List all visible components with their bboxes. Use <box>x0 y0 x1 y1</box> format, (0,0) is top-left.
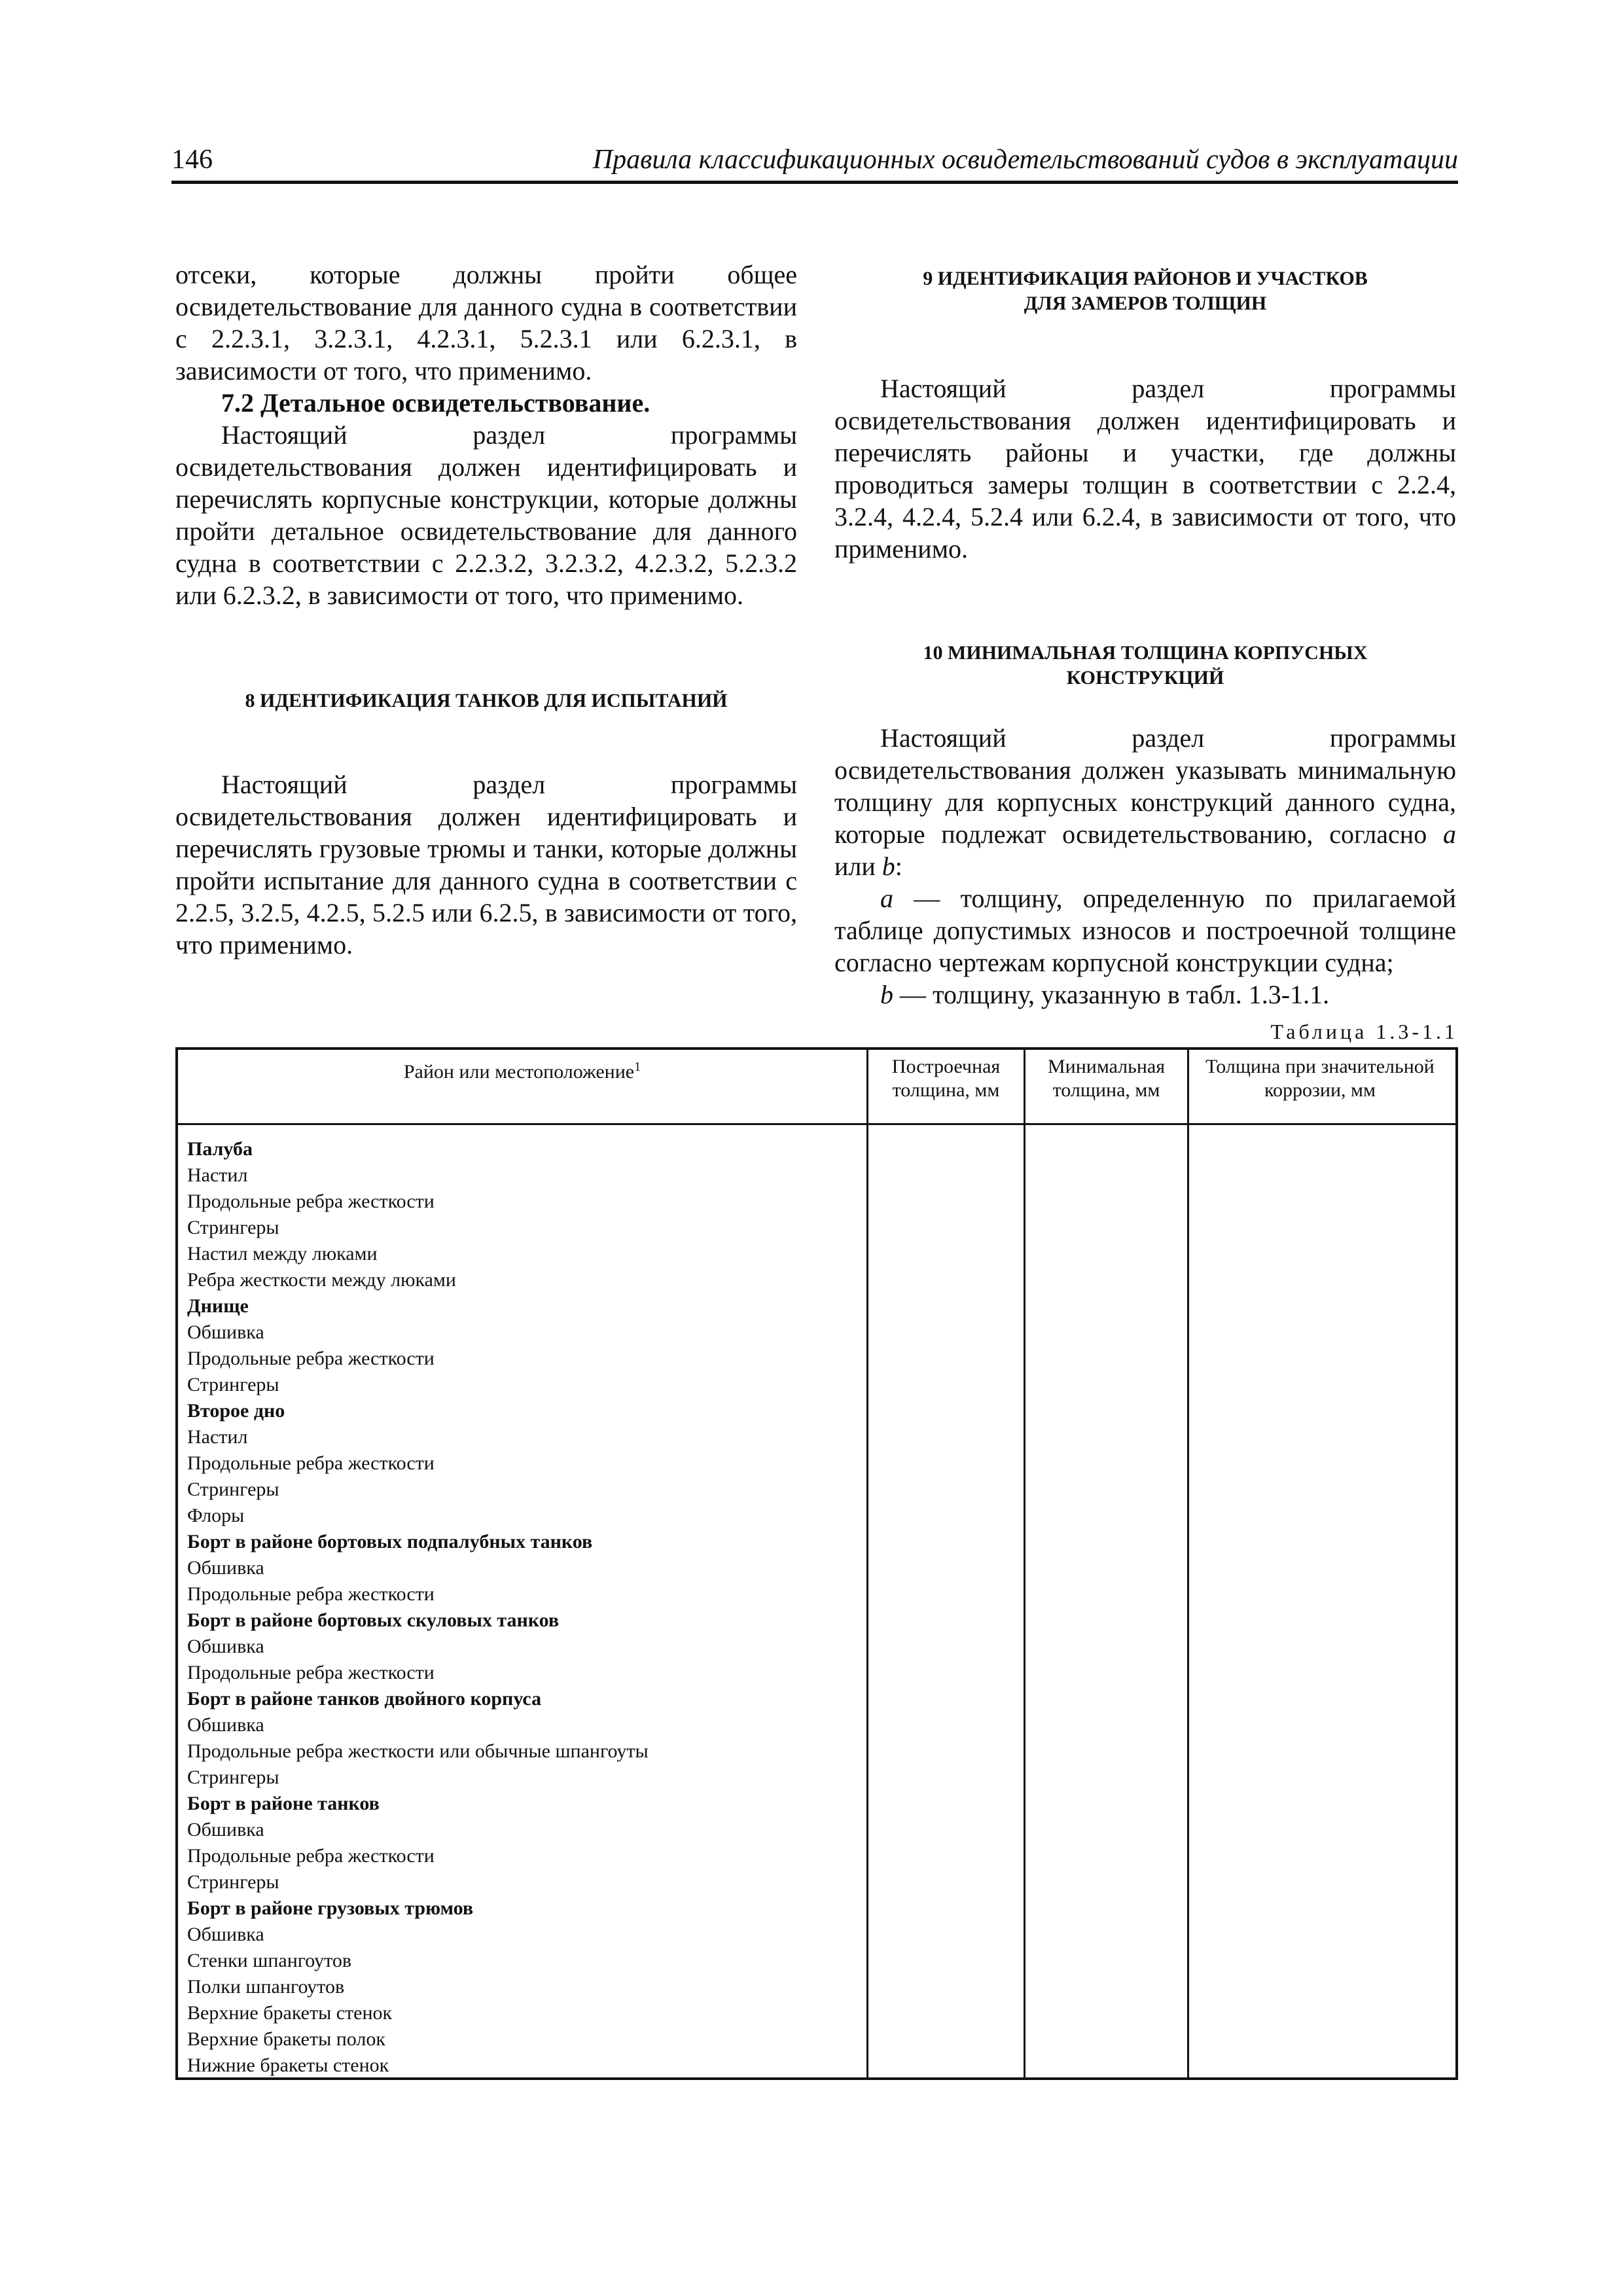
paragraph: Настоящий раздел программы освидетельствования должен указывать минимальную толщину для корпусных конструкций данного судна, которые подлежат освидетельствованию, согласно a или b: <box>834 723 1457 881</box>
table-row: Ребра жесткости между люками <box>187 1269 456 1291</box>
heading-line: 9 ИДЕНТИФИКАЦИЯ РАЙОНОВ И УЧАСТКОВ <box>923 268 1368 289</box>
table-row: Стрингеры <box>187 1871 279 1893</box>
table-row: Стрингеры <box>187 1479 279 1500</box>
table-row: Настил <box>187 1164 248 1186</box>
thickness-table <box>175 1047 1458 2080</box>
table-row: Продольные ребра жесткости <box>187 1583 435 1605</box>
table-row: Обшивка <box>187 1557 264 1579</box>
page-number: 146 <box>171 145 213 175</box>
list-item-a: a — толщину, определенную по прилагаемой таблице допустимых износов и построечной толщине согласно чертежам корпусной конструкции судна; <box>834 884 1457 977</box>
table-row: Настил между люками <box>187 1243 378 1265</box>
header-cell-original-thickness: Построечная толщина, мм <box>891 1056 1001 1101</box>
table-row: Флоры <box>187 1505 245 1526</box>
table-group-row: Борт в районе бортовых скуловых танков <box>187 1609 560 1631</box>
header-cell-location: Район или местоположение$^1$ <box>403 1060 641 1083</box>
paragraph: Настоящий раздел программы освидетельствования должен идентифицировать и перечислять грузовые трюмы и танки, которые должны пройти испытание для данного судна в соответствии с 2.2.5, 3.2.5, 4.2.5, 5.2.5 или 6.2.5, в зависимости от того, что применимо. <box>175 770 797 960</box>
subsection-heading: 7.2 Детальное освидетельствование. <box>221 388 651 418</box>
table-row: Продольные ребра жесткости <box>187 1662 435 1683</box>
table-group-row: Второе дно <box>187 1400 285 1422</box>
table-group-row: Днище <box>187 1295 249 1317</box>
table-row: Стрингеры <box>187 1217 279 1238</box>
table-header-row <box>178 1050 1455 1125</box>
table-row: Настил <box>187 1426 248 1448</box>
paragraph: Настоящий раздел программы освидетельствования должен идентифицировать и перечислять корпусные конструкции, которые должны пройти детальное освидетельствование для данного судна в соответствии с 2.2.3.2, 3.2.3.2, 4.2.3.2, 5.2.3.2 или 6.2.3.2, в зависимости от того, что применимо. <box>175 420 797 610</box>
paragraph: отсеки, которые должны пройти общее освидетельствование для данного судна в соответствии с 2.2.3.1, 3.2.3.1, 4.2.3.1, 5.2.3.1 или 6.2.3.1, в зависимости от того, что применимо. <box>175 260 797 386</box>
section-heading-10 <box>834 641 1456 691</box>
running-title: Правила классификационных освидетельствований судов в эксплуатации <box>592 145 1458 175</box>
table-group-row: Борт в районе танков <box>187 1793 380 1814</box>
column-divider <box>1024 1050 1026 2077</box>
table-row: Продольные ребра жесткости <box>187 1845 435 1867</box>
table-group-row: Палуба <box>187 1138 253 1160</box>
table-group-row: Борт в районе бортовых подпалубных танков <box>187 1531 593 1552</box>
column-divider <box>866 1050 868 2077</box>
left-column <box>175 259 797 961</box>
page-header <box>171 144 1458 184</box>
table-body <box>187 1136 649 2079</box>
table-row: Обшивка <box>187 1924 264 1945</box>
table-row: Верхние бракеты стенок <box>187 2002 393 2024</box>
table-row: Обшивка <box>187 1714 264 1736</box>
paragraph: Настоящий раздел программы освидетельствования должен идентифицировать и перечислять районы и участки, где должны проводиться замеры толщин в соответствии с 2.2.4, 3.2.4, 4.2.4, 5.2.4 или 6.2.4, в зависимости от того, что применимо. <box>834 374 1456 564</box>
right-column <box>834 259 1456 1011</box>
table-row: Продольные ребра жесткости или обычные шпангоуты <box>187 1740 649 1762</box>
column-divider <box>1187 1050 1189 2077</box>
section-heading-9 <box>834 266 1456 316</box>
heading-line: 10 МИНИМАЛЬНАЯ ТОЛЩИНА КОРПУСНЫХ <box>923 642 1368 664</box>
header-cell-minimum-thickness: Минимальная толщина, мм <box>1047 1056 1166 1101</box>
table-row: Стрингеры <box>187 1767 279 1788</box>
list-item-b: b — толщину, указанную в табл. 1.3-1.1. <box>880 980 1330 1009</box>
heading-line: ДЛЯ ЗАМЕРОВ ТОЛЩИН <box>1024 293 1267 314</box>
section-heading-8: 8 ИДЕНТИФИКАЦИЯ ТАНКОВ ДЛЯ ИСПЫТАНИЙ <box>245 690 728 711</box>
table-group-row: Борт в районе танков двойного корпуса <box>187 1688 542 1710</box>
table-row: Обшивка <box>187 1636 264 1657</box>
table-row: Полки шпангоутов <box>187 1976 345 1998</box>
table-row: Продольные ребра жесткости <box>187 1452 435 1474</box>
table-row: Обшивка <box>187 1819 264 1840</box>
table-row: Верхние бракеты полок <box>187 2028 385 2050</box>
table-row: Стенки шпангоутов <box>187 1950 352 1971</box>
table-row: Продольные ребра жесткости <box>187 1191 435 1212</box>
header-cell-corrosion-thickness: Толщина при значительной коррозии, мм <box>1205 1056 1435 1101</box>
table-caption: Таблица 1.3-1.1 <box>1270 1020 1458 1043</box>
table-row: Стрингеры <box>187 1374 279 1395</box>
table-row: Продольные ребра жесткости <box>187 1348 435 1369</box>
table-row: Нижние бракеты стенок <box>187 2054 389 2076</box>
heading-line: КОНСТРУКЦИЙ <box>1066 667 1224 689</box>
table-group-row: Борт в районе грузовых трюмов <box>187 1897 474 1919</box>
footnote-marker: 1 <box>634 1060 641 1074</box>
table-row: Обшивка <box>187 1321 264 1343</box>
